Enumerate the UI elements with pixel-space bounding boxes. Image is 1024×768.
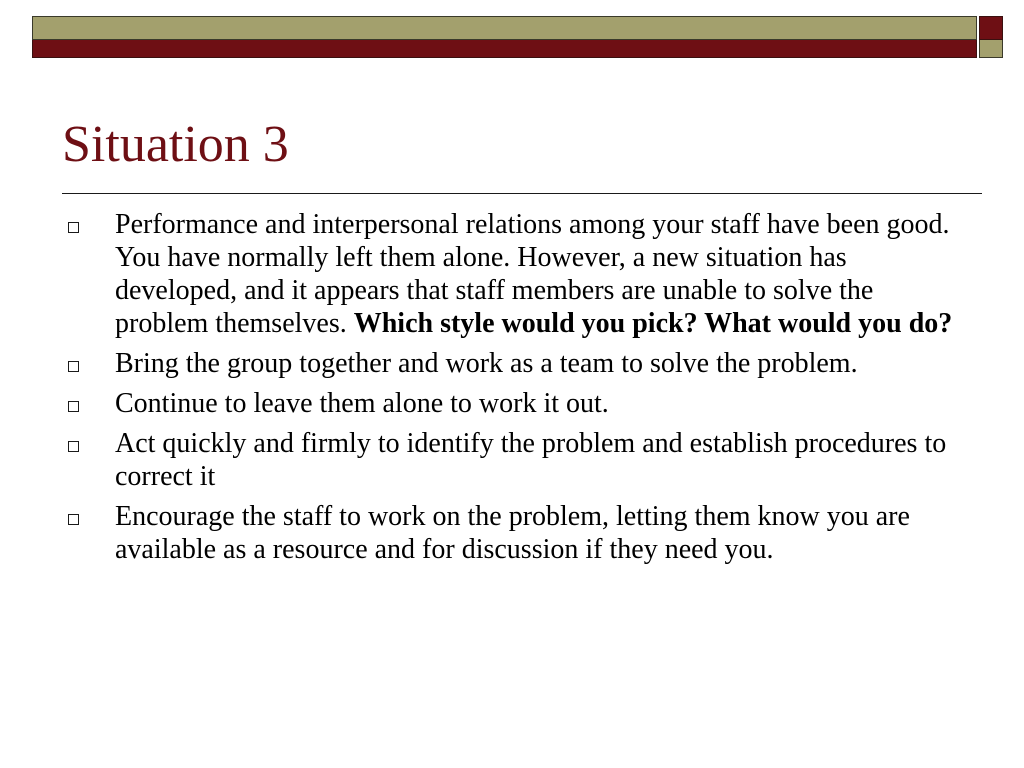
slide-title: Situation 3 (62, 116, 289, 173)
hollow-square-bullet-icon (68, 222, 79, 233)
bullet-text: Act quickly and firmly to identify the problem and establish procedures to correct it (115, 428, 947, 492)
bullet-item (62, 208, 962, 340)
header-band-olive (32, 16, 977, 40)
header-corner-olive (979, 40, 1003, 58)
bullet-bold-question: Which style would you pick? What would you do? (353, 308, 953, 339)
bullet-item (62, 347, 962, 380)
hollow-square-bullet-icon (68, 441, 79, 452)
header-band-red (32, 40, 977, 58)
bullet-text: Continue to leave them alone to work it out. (115, 388, 609, 419)
hollow-square-bullet-icon (68, 514, 79, 525)
title-divider (62, 193, 982, 194)
bullet-list (62, 208, 962, 573)
bullet-item (62, 427, 962, 493)
bullet-item (62, 387, 962, 420)
bullet-text: Bring the group together and work as a team to solve the problem. (115, 348, 858, 379)
bullet-text: Encourage the staff to work on the problem, letting them know you are available as a resource and for discussion if they need you. (115, 501, 910, 565)
bullet-text: Performance and interpersonal relations among your staff have been good. You have normally left them alone. However, a new situation has developed, and it appears that staff members are unable to solve the problem themselves. (115, 209, 950, 339)
header-corner-red (979, 16, 1003, 40)
hollow-square-bullet-icon (68, 401, 79, 412)
hollow-square-bullet-icon (68, 361, 79, 372)
bullet-item (62, 500, 962, 566)
